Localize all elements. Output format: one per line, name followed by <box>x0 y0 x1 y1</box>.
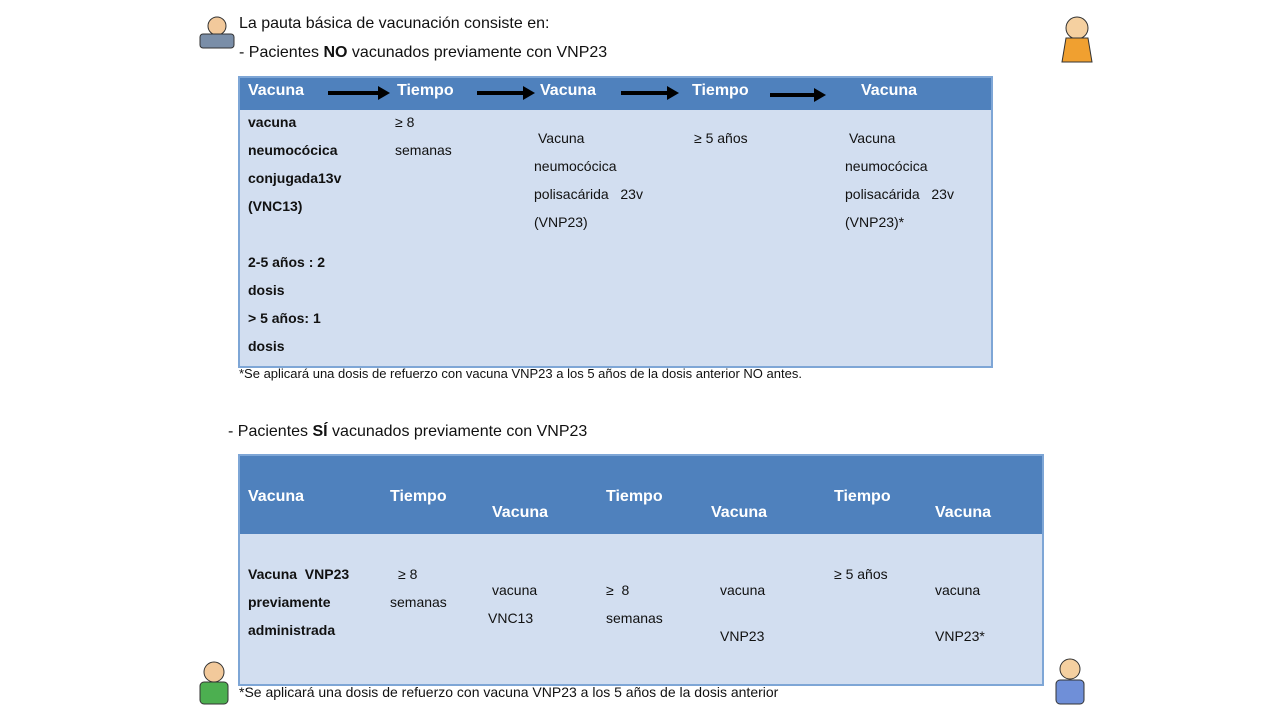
t1-col1 <box>248 108 341 220</box>
t2-col3 <box>488 576 537 632</box>
arrow-icon <box>621 91 669 95</box>
t1-header-1: Vacuna <box>248 82 305 99</box>
intro-text: La pauta básica de vacunación consiste en: <box>239 15 550 32</box>
t2-col4 <box>606 576 663 632</box>
t2-col5-top: vacuna <box>720 582 766 598</box>
t2-col7-top: vacuna <box>935 582 981 598</box>
section1-post: vacunados previamente con VNP23 <box>347 44 608 61</box>
section1-bold: NO <box>323 44 348 61</box>
footnote-2: *Se aplicará una dosis de refuerzo con vacuna VNP23 a los 5 años de la dosis anterior <box>239 684 779 700</box>
t1-col3-line: Vacuna <box>538 130 585 146</box>
t1-col1-line: vacuna <box>248 114 297 130</box>
t1-col3-line: polisacárida 23v <box>534 186 643 202</box>
t1-col2-line: semanas <box>395 142 452 158</box>
t1-col1-extra <box>248 248 380 360</box>
t1-col4-line: ≥ 5 años <box>694 130 748 146</box>
arrow-icon <box>770 93 816 97</box>
child-illustration-icon <box>192 660 236 706</box>
t2-col1-line: previamente <box>248 594 331 610</box>
t2-header-3: Vacuna <box>492 504 549 521</box>
t2-header-7: Vacuna <box>935 504 992 521</box>
section2-heading <box>228 423 587 441</box>
t2-col3-line: vacuna <box>492 582 538 598</box>
t1-col1-line: conjugada13v <box>248 170 342 186</box>
child-illustration-icon <box>1048 656 1092 706</box>
t2-col3-line: VNC13 <box>488 610 534 626</box>
t1-col3-line: (VNP23) <box>534 214 588 230</box>
t1-col1-extra-line: > 5 años: 1 <box>248 310 321 326</box>
t1-col5-line: Vacuna <box>849 130 896 146</box>
t2-col1-line: Vacuna VNP23 <box>248 566 350 582</box>
t1-col5-line: (VNP23)* <box>845 214 905 230</box>
section2-post: vacunados previamente con VNP23 <box>327 423 588 440</box>
child-illustration-icon <box>1048 14 1106 64</box>
t2-header-5: Vacuna <box>711 504 768 521</box>
t2-header-4: Tiempo <box>606 488 663 505</box>
t1-col1-extra-line: 2-5 años : 2 <box>248 254 326 270</box>
t2-col1-line: administrada <box>248 622 336 638</box>
t2-header-1: Vacuna <box>248 488 305 505</box>
child-illustration-icon <box>196 14 238 52</box>
arrow-icon <box>477 91 525 95</box>
t1-col5-line: neumocócica <box>845 158 928 174</box>
t1-col1-line: (VNC13) <box>248 198 303 214</box>
t2-header-2: Tiempo <box>390 488 447 505</box>
section2-bold: SÍ <box>312 423 328 440</box>
vaccination-table-2 <box>238 454 1044 686</box>
t2-col6 <box>834 560 888 588</box>
t2-col2 <box>390 560 447 616</box>
t1-col2-line: ≥ 8 <box>395 114 415 130</box>
t1-col3-line: neumocócica <box>534 158 617 174</box>
t1-col5 <box>845 124 954 236</box>
t1-col1-line: neumocócica <box>248 142 338 158</box>
t1-header-3: Vacuna <box>540 82 597 99</box>
t1-col1-extra-line: dosis <box>248 282 285 298</box>
t2-col1 <box>248 560 349 644</box>
footnote-1: *Se aplicará una dosis de refuerzo con vacuna VNP23 a los 5 años de la dosis anterior NO antes. <box>239 366 802 381</box>
t2-col4-line: ≥ 8 <box>606 582 630 598</box>
t2-col6-line: ≥ 5 años <box>834 566 888 582</box>
t2-header-6: Tiempo <box>834 488 891 505</box>
t2-col5-bottom: VNP23 <box>720 628 765 644</box>
section1-pre: - Pacientes <box>239 44 324 61</box>
section1-heading <box>239 44 607 62</box>
t2-col2-line: semanas <box>390 594 447 610</box>
t1-col5-line: polisacárida 23v <box>845 186 954 202</box>
t1-col3 <box>534 124 643 236</box>
section2-pre: - Pacientes <box>228 423 313 440</box>
t2-col4-line: semanas <box>606 610 663 626</box>
t1-header-2: Tiempo <box>397 82 454 99</box>
t1-col4 <box>694 124 748 152</box>
t1-col2 <box>395 108 452 164</box>
t1-col1-extra-line: dosis <box>248 338 285 354</box>
t1-header-4: Tiempo <box>692 82 749 99</box>
t1-header-5: Vacuna <box>861 82 918 99</box>
arrow-icon <box>328 91 380 95</box>
t2-col2-line: ≥ 8 <box>398 566 418 582</box>
vaccination-table-1 <box>238 76 993 368</box>
t2-col7-bottom: VNP23* <box>935 628 985 644</box>
